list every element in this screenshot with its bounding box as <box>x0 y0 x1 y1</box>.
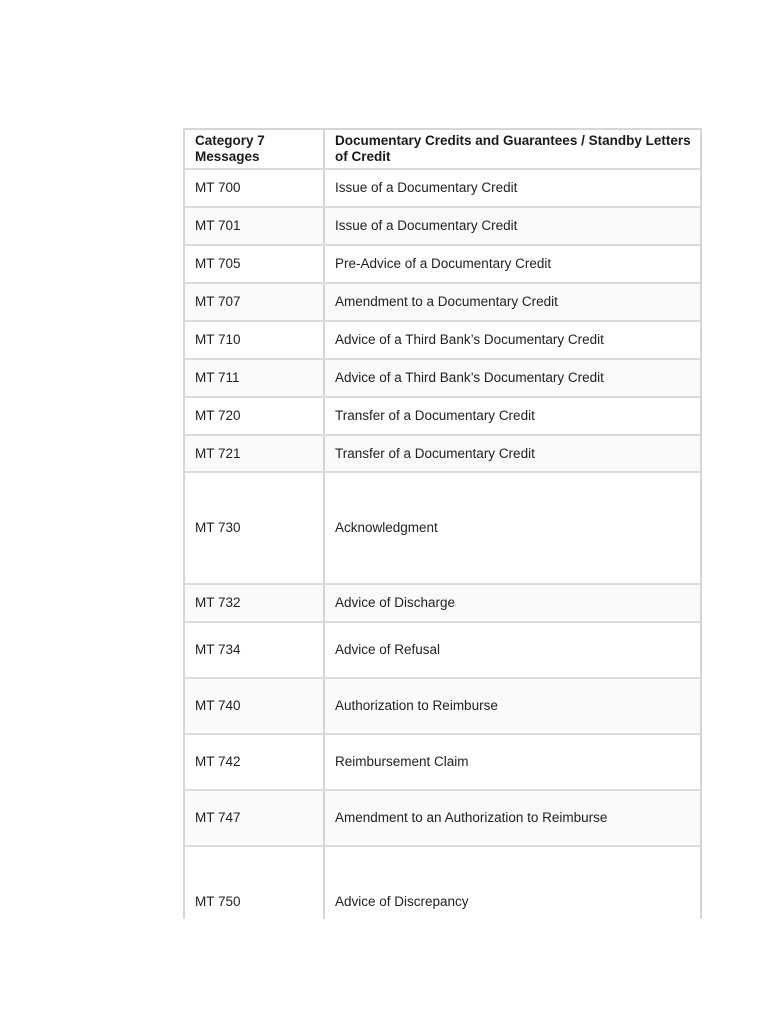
table-row <box>185 735 700 791</box>
message-code: MT 721 <box>185 436 325 471</box>
table-row <box>185 679 700 735</box>
message-description: Transfer of a Documentary Credit <box>335 408 535 423</box>
message-code: MT 747 <box>185 791 325 845</box>
table-row <box>185 360 700 398</box>
message-description: Advice of Discrepancy <box>335 894 469 909</box>
message-code: MT 707 <box>185 284 325 320</box>
message-description: Issue of a Documentary Credit <box>335 218 518 233</box>
table-row <box>185 170 700 208</box>
message-description: Transfer of a Documentary Credit <box>335 445 535 461</box>
message-code: MT 730 <box>185 473 325 583</box>
message-code: MT 750 <box>185 847 325 919</box>
table-row <box>185 246 700 284</box>
message-code: MT 742 <box>185 735 325 789</box>
table-row <box>185 585 700 623</box>
message-description: Amendment to a Documentary Credit <box>335 294 558 309</box>
header-description: Documentary Credits and Guarantees / Standby Letters of Credit <box>335 133 691 164</box>
table-row <box>185 791 700 847</box>
table-row <box>185 208 700 246</box>
table-row <box>185 398 700 436</box>
message-description: Issue of a Documentary Credit <box>335 180 518 195</box>
table-row <box>185 436 700 473</box>
message-code: MT 710 <box>185 322 325 358</box>
message-description: Amendment to an Authorization to Reimburse <box>335 810 608 825</box>
message-code: MT 732 <box>185 585 325 621</box>
message-description: Advice of a Third Bank’s Documentary Credit <box>335 332 604 347</box>
message-description: Pre-Advice of a Documentary Credit <box>335 256 552 271</box>
message-description: Advice of Discharge <box>335 595 456 610</box>
message-description: Advice of Refusal <box>335 642 441 657</box>
message-code: MT 700 <box>185 170 325 206</box>
message-code: MT 711 <box>185 360 325 396</box>
message-code: MT 720 <box>185 398 325 434</box>
message-code: MT 740 <box>185 679 325 733</box>
table-row <box>185 284 700 322</box>
table-row <box>185 847 700 919</box>
header-category: Category 7 Messages <box>185 130 325 168</box>
message-description: Reimbursement Claim <box>335 754 469 769</box>
message-description: Authorization to Reimburse <box>335 698 498 713</box>
message-description: Acknowledgment <box>335 520 438 535</box>
table-row <box>185 623 700 679</box>
message-code: MT 701 <box>185 208 325 244</box>
message-code: MT 705 <box>185 246 325 282</box>
table-row <box>185 322 700 360</box>
table-header-row <box>185 130 700 170</box>
message-types-table <box>183 128 702 919</box>
message-description: Advice of a Third Bank’s Documentary Credit <box>335 370 604 385</box>
table-row <box>185 473 700 585</box>
message-code: MT 734 <box>185 623 325 677</box>
